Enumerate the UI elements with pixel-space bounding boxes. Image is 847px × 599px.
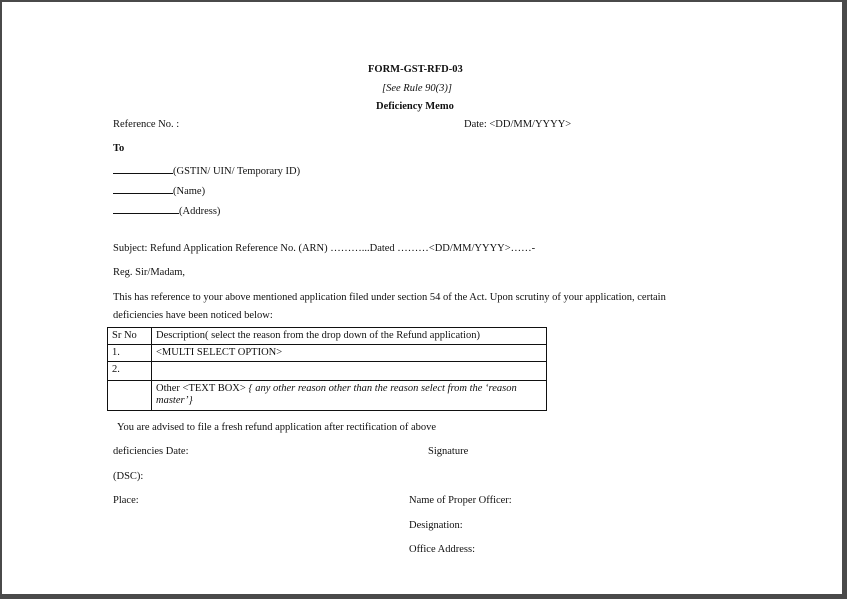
subject-line: Subject: Refund Application Reference No. (ARN) ………...Dated ………<DD/MM/YYYY>……- <box>113 243 536 254</box>
row-sr-no: 1. <box>108 345 152 362</box>
row-description <box>152 362 547 381</box>
rule-reference: [See Rule 90(3)] <box>382 83 452 94</box>
memo-title: Deficiency Memo <box>376 101 454 112</box>
row-sr-no: 2. <box>108 362 152 381</box>
blank-line <box>113 162 173 174</box>
table-header-row <box>108 328 547 345</box>
blank-line <box>113 182 173 194</box>
officer-name-label: Name of Proper Officer: <box>409 495 512 506</box>
other-reason-cell[interactable] <box>152 381 547 411</box>
header-sr-no: Sr No <box>108 328 152 345</box>
table-row <box>108 345 547 362</box>
salutation: Reg. Sir/Madam, <box>113 267 186 278</box>
header-description: Description( select the reason from the drop down of the Refund application) <box>152 328 547 345</box>
table-row <box>108 381 547 411</box>
table-row <box>108 362 547 381</box>
dsc-label: (DSC): <box>113 471 144 482</box>
other-reason-note: { any other reason other than the reason select from the ‘reason master’} <box>156 383 517 406</box>
addressee-gstin-line <box>113 162 300 178</box>
advice-line-1: You are advised to file a fresh refund application after rectification of above <box>117 422 437 433</box>
form-title: FORM-GST-RFD-03 <box>368 64 463 75</box>
office-address-label: Office Address: <box>409 544 475 555</box>
body-text-line-1: This has reference to your above mentioned application filed under section 54 of the Act. Upon scrutiny of your application, certain <box>113 292 666 303</box>
body-text-line-2: deficiencies have been noticed below: <box>113 310 273 321</box>
place-label: Place: <box>113 495 139 506</box>
addressee-name: (Name) <box>173 186 206 197</box>
date-label: Date: <DD/MM/YYYY> <box>464 119 572 130</box>
reference-label: Reference No. : <box>113 119 180 130</box>
addressee-name-line <box>113 182 205 198</box>
to-label: To <box>113 143 125 154</box>
designation-label: Designation: <box>409 520 463 531</box>
document-page <box>2 2 842 594</box>
addressee-gstin: (GSTIN/ UIN/ Temporary ID) <box>173 166 301 177</box>
blank-line <box>113 202 179 214</box>
addressee-address: (Address) <box>179 206 221 217</box>
addressee-address-line <box>113 202 220 218</box>
other-text-box[interactable]: Other <TEXT BOX> <box>156 383 249 394</box>
advice-line-2: deficiencies Date: <box>113 446 189 457</box>
row-sr-no <box>108 381 152 411</box>
signature-label: Signature <box>428 446 469 457</box>
multi-select-option[interactable]: <MULTI SELECT OPTION> <box>152 345 547 362</box>
deficiency-table <box>107 327 547 411</box>
